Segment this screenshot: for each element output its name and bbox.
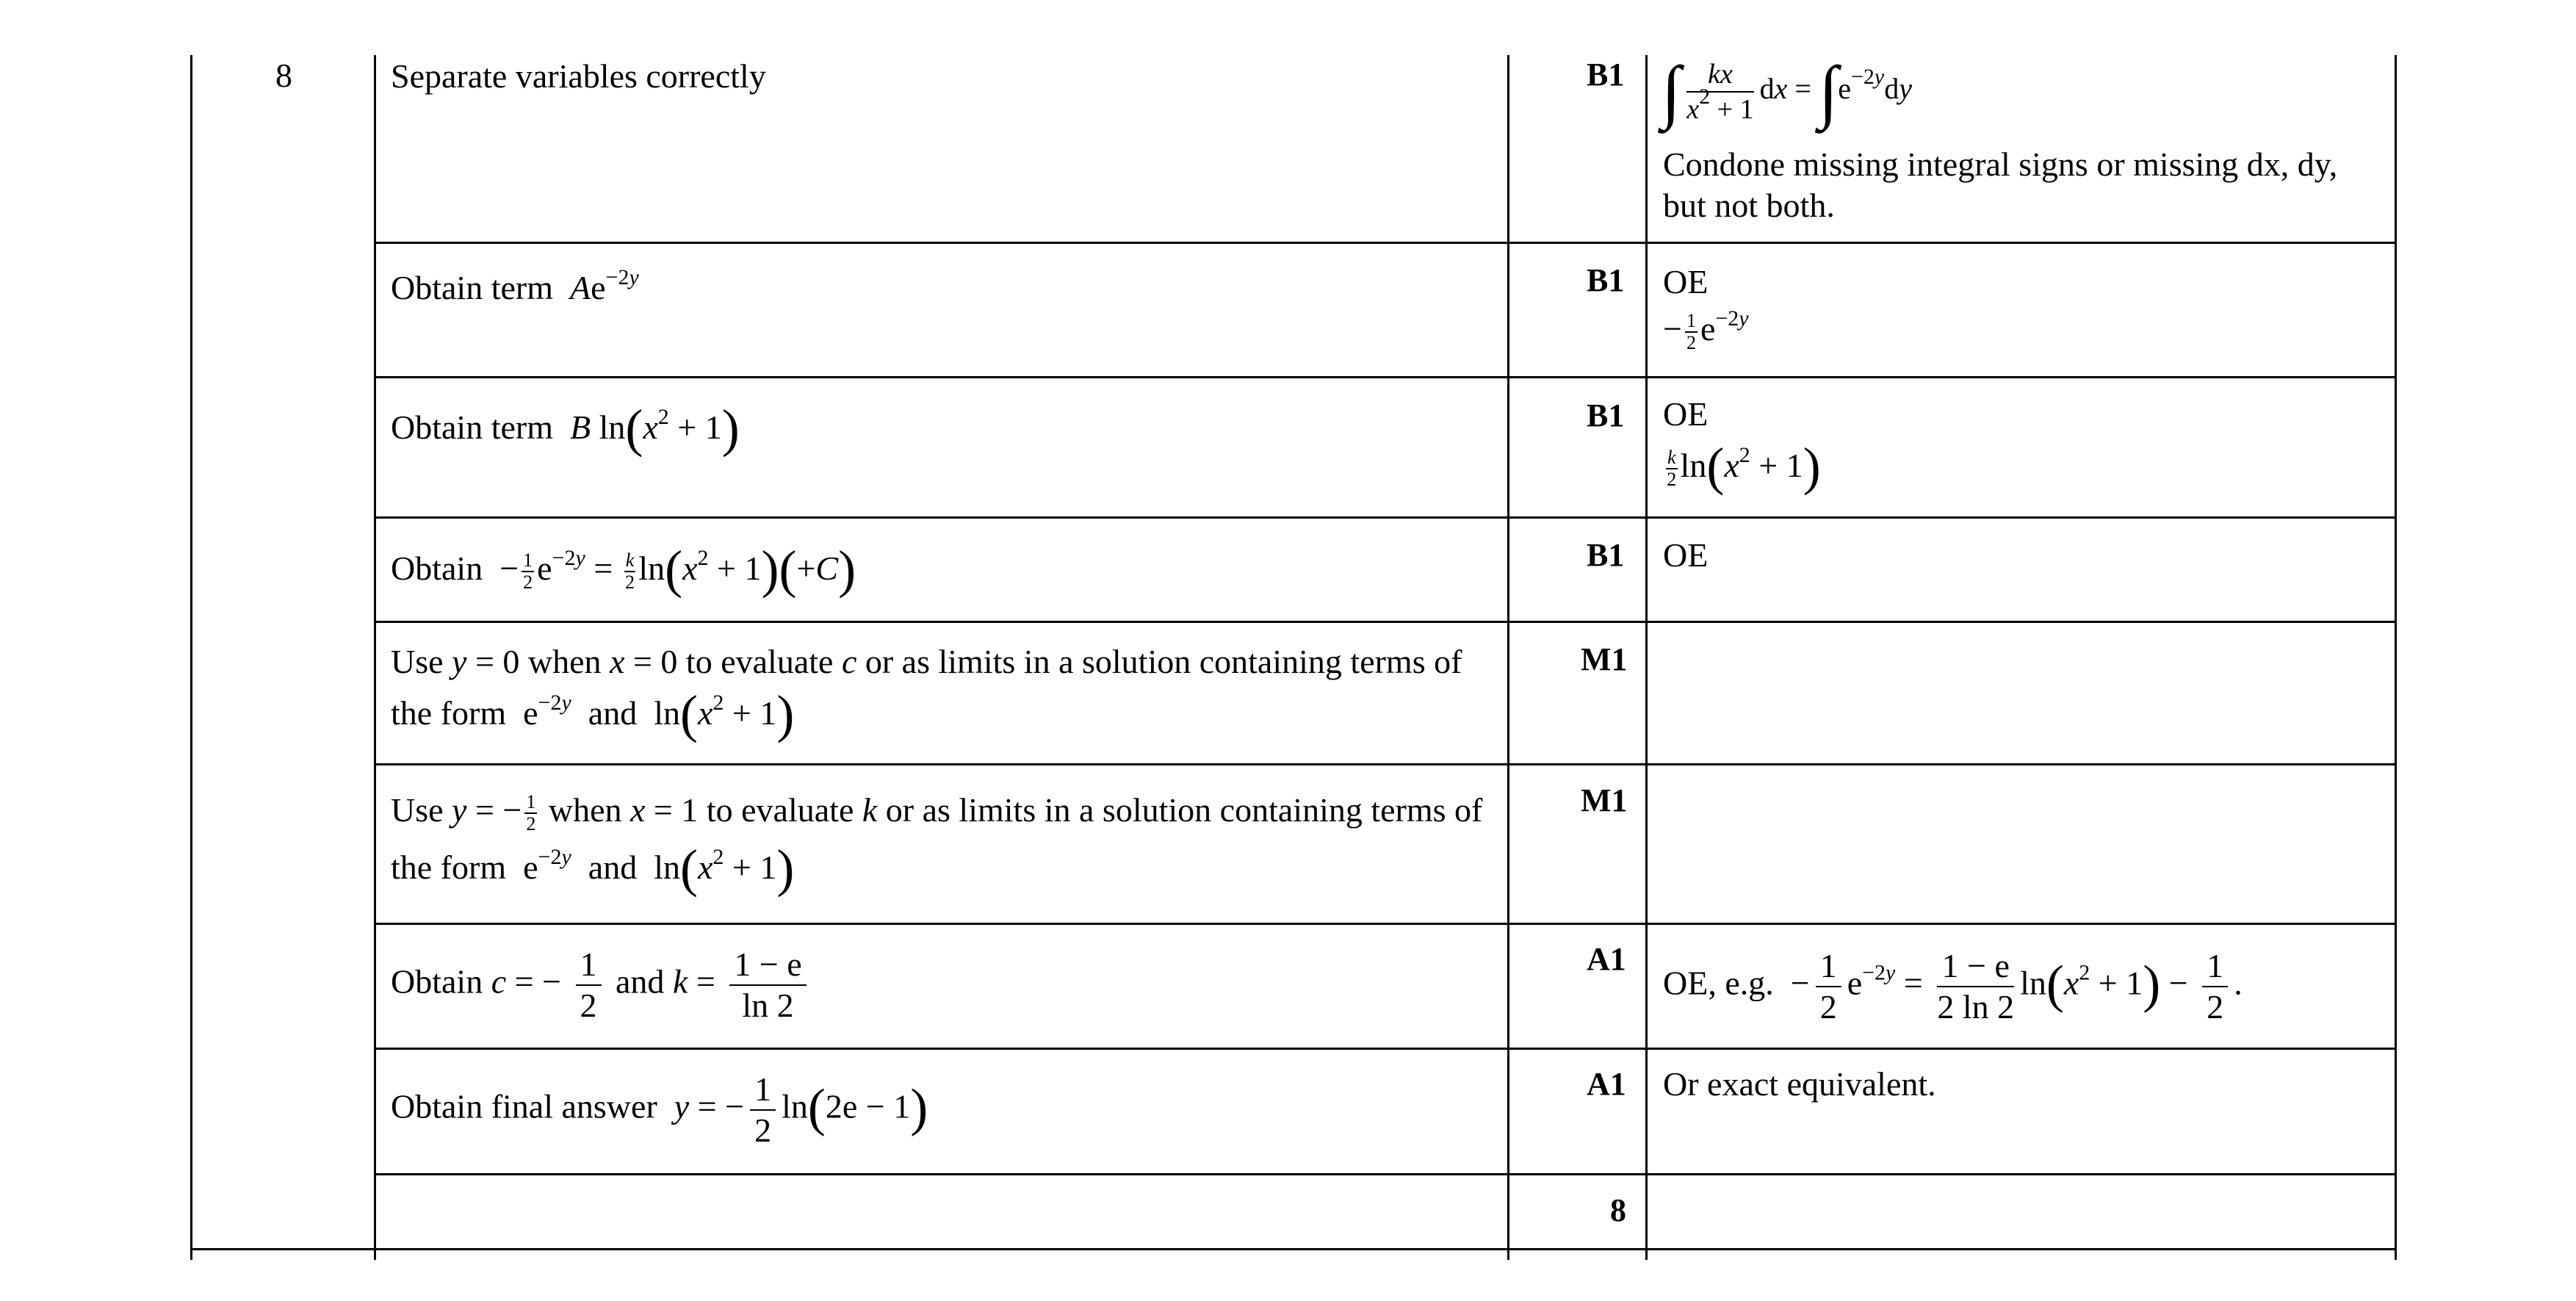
mark-row-1: B1 [1587,57,1625,93]
guidance-math-row-3: $\frac{k}{2}$ $\ln(x^2 + 1)$ [1667,437,1821,496]
mark-row-6: M1 [1581,782,1628,818]
total-mark: 8 [1610,1192,1626,1228]
mark-row-8: A1 [1587,1066,1626,1102]
guidance-integral-equation: ∫ $\frac{kx}{x^2 + 1}$ dx = $\int e^{-2y}dy$ [1662,51,1913,131]
mark-row-2: B1 [1587,262,1625,298]
mark-row-5: M1 [1581,641,1628,677]
guidance-oe-row-4: OE [1663,536,1709,574]
answer-obtain-equation: Obtain − $\frac{1}{2}$ $e^{-2y}$ = $\frac{k}{2}$ $\ln(x^2 + 1)(+C)$ [391,540,856,599]
guidance-math-row-2: − $\frac{1}{2}$ $e^{-2y}$ [1663,306,1749,354]
answer-obtain-term-a: Obtain term $Ae^{-2y}$ [391,265,639,306]
guidance-example-row-7: OE, e.g. − $\frac{1}{2}$ $e^{-2y}$ = $\frac{1 - e}{2 \ln 2}$ $\ln(x^2 + 1)$ − $\frac{1}{2}$ . [1663,947,2243,1026]
answer-obtain-term-b: Obtain term B $\ln(x^2 + 1)$ [391,399,740,458]
guidance-exact-equivalent: Or exact equivalent. [1663,1065,1936,1103]
mark-row-4: B1 [1587,537,1625,573]
mark-row-7: A1 [1587,941,1626,977]
guidance-oe-row-3: OE [1663,395,1709,433]
question-number: 8 [275,57,292,94]
answer-obtain-c-k: Obtain c = − $\frac{1}{2}$ and k = $\frac{1 - e}{\ln 2}$ [391,945,812,1026]
answer-use-y0-x0: Use y = 0 when x = 0 to evaluate c or as limits in a solution containing terms of the form $e^{-2y}$ and $\ln(x^2 + 1)$ [391,643,1462,743]
answer-obtain-final-answer: Obtain final answer y = − $\frac{1}{2}$ ln(2e − 1) [391,1070,928,1149]
answer-separate-variables: Separate variables correctly [391,57,766,95]
answer-use-yhalf-x1: Use y = − $\frac{1}{2}$ when x = 1 to evaluate k or as limits in a solution containing terms of the form $e^{-2y}$ and $\ln(x^2 + 1)$ [391,791,1483,898]
mark-row-3: B1 [1587,397,1625,433]
guidance-condone-note: Condone missing integral signs or missing dx, dy, but not both. [1663,145,2338,224]
guidance-oe-row-2: OE [1663,263,1709,300]
